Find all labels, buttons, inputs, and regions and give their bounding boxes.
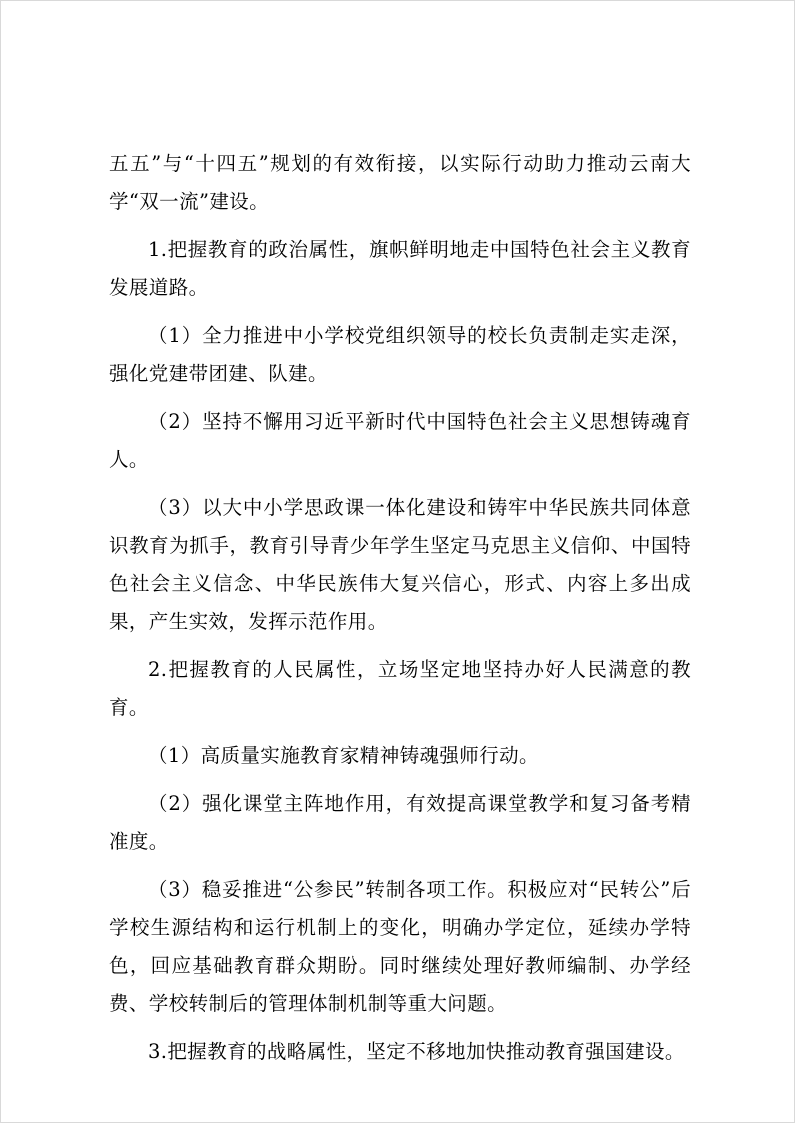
paragraph-section-1-item-2: （2）坚持不懈用习近平新时代中国特色社会主义思想铸魂育人。 xyxy=(109,410,691,471)
paragraph-section-1-item-3: （3）以大中小学思政课一体化建设和铸牢中华民族共同体意识教育为抓手，教育引导青少年学生坚定马克思主义信仰、中国特色社会主义信念、中华民族伟大复兴信心，形式、内容上多出成果，产生实效，发挥示范作用。 xyxy=(109,496,691,633)
paragraph-section-3-heading: 3.把握教育的战略属性，坚定不移地加快推动教育强国建设。 xyxy=(148,1040,685,1063)
paragraph-section-2-item-1: （1）高质量实施教育家精神铸魂强师行动。 xyxy=(148,744,539,767)
paragraph-section-1-heading: 1.把握教育的政治属性，旗帜鲜明地走中国特色社会主义教育发展道路。 xyxy=(109,238,691,299)
paragraph-continuation: 五五”与“十四五”规划的有效衔接，以实际行动助力推动云南大学“双一流”建设。 xyxy=(109,152,691,213)
paragraph-section-2-heading: 2.把握教育的人民属性，立场坚定地坚持办好人民满意的教育。 xyxy=(109,658,691,719)
paragraph-section-2-item-2: （2）强化课堂主阵地作用，有效提高课堂教学和复习备考精准度。 xyxy=(109,792,691,853)
paragraph-section-2-item-3: （3）稳妥推进“公参民”转制各项工作。积极应对“民转公”后学校生源结构和运行机制上的变化，明确办学定位，延续办学特色，回应基础教育群众期盼。同时继续处理好教师编制、办学经费、学校转制后的管理体制机制等重大问题。 xyxy=(109,878,691,1015)
document-body xyxy=(109,145,691,1081)
paragraph-section-1-item-1: （1）全力推进中小学校党组织领导的校长负责制走实走深，强化党建带团建、队建。 xyxy=(109,324,691,385)
